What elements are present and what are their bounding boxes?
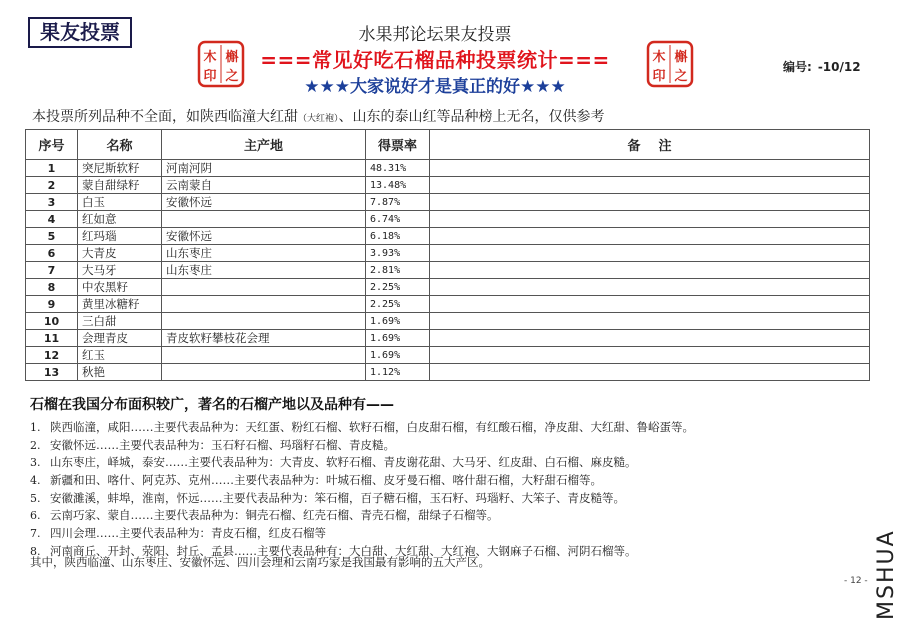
cell-vote-rate: 2.25% (366, 279, 430, 296)
list-item-text: 新疆和田、喀什、阿克苏、克州……主要代表品种为：叶城石榴、皮牙曼石榴、喀什甜石榴，大籽甜石榴等。 (50, 473, 602, 488)
header-number: 序号 (26, 130, 78, 160)
cell-name: 秋艳 (78, 364, 162, 381)
cell-origin (162, 211, 366, 228)
svg-text:木: 木 (652, 50, 666, 65)
cell-origin: 山东枣庄 (162, 245, 366, 262)
vote-results-table (25, 129, 870, 381)
list-item (30, 525, 694, 543)
list-item-index: 6. (30, 509, 41, 523)
svg-text:木: 木 (203, 50, 217, 65)
cell-number: 5 (26, 228, 78, 245)
cell-name: 大马牙 (78, 262, 162, 279)
regions-summary: 其中，陕西临潼、山东枣庄、安徽怀远、四川会理和云南巧家是我国最有影响的五大产区。 (30, 555, 490, 569)
cell-origin (162, 347, 366, 364)
logo-badge: 果友投票 (28, 17, 132, 48)
slogan: ★★★大家说好才是真正的好★★★ (304, 77, 566, 97)
list-item (30, 472, 694, 490)
table-row (26, 296, 870, 313)
table-row (26, 245, 870, 262)
table-row (26, 160, 870, 177)
table-row (26, 211, 870, 228)
header-origin: 主产地 (162, 130, 366, 160)
intro-small-note: （大红袍） (298, 114, 339, 124)
cell-number: 1 (26, 160, 78, 177)
svg-text:印: 印 (203, 69, 217, 84)
cell-name: 中农黑籽 (78, 279, 162, 296)
cell-name: 黄里冰糖籽 (78, 296, 162, 313)
cell-number: 10 (26, 313, 78, 330)
list-item-index: 2. (30, 438, 41, 452)
list-item-index: 4. (30, 474, 41, 488)
table-row (26, 347, 870, 364)
cell-vote-rate: 2.81% (366, 262, 430, 279)
cell-vote-rate: 1.12% (366, 364, 430, 381)
list-item (30, 507, 694, 525)
cell-vote-rate: 7.87% (366, 194, 430, 211)
list-item-text: 四川会理……主要代表品种为：青皮石榴，红皮石榴等 (50, 526, 326, 541)
list-item-text: 河南商丘、开封、荥阳、封丘、孟县……主要代表品种有：大白甜、大红甜、大红袍、大钢麻子石榴、河阴石榴等。 (50, 543, 637, 558)
regions-title: 石榴在我国分布面积较广，著名的石榴产地以及品种有—— (30, 397, 394, 413)
cell-notes (430, 194, 870, 211)
list-item-index: 8. (30, 544, 41, 558)
cell-notes (430, 177, 870, 194)
table-row (26, 194, 870, 211)
table-row (26, 177, 870, 194)
header-name: 名称 (78, 130, 162, 160)
cell-name: 红玛瑙 (78, 228, 162, 245)
cell-number: 8 (26, 279, 78, 296)
svg-text:槲: 槲 (225, 50, 239, 65)
cell-vote-rate: 2.25% (366, 296, 430, 313)
intro-text-before: 本投票所列品种不全面，如陕西临潼大红甜 (32, 109, 298, 125)
cell-name: 白玉 (78, 194, 162, 211)
regions-list (30, 419, 694, 561)
list-item-text: 安徽怀远……主要代表品种为：玉石籽石榴、玛瑙籽石榴、青皮糙。 (50, 437, 395, 452)
cell-notes (430, 245, 870, 262)
cell-number: 11 (26, 330, 78, 347)
header-vote-rate: 得票率 (366, 130, 430, 160)
cell-vote-rate: 1.69% (366, 313, 430, 330)
cell-origin: 河南河阴 (162, 160, 366, 177)
list-item-text: 陕西临潼，咸阳……主要代表品种为：天红蛋、粉红石榴、软籽石榴，白皮甜石榴，有红酸石榴，净皮甜、大红甜、鲁峪蛋等。 (50, 420, 694, 434)
cell-notes (430, 279, 870, 296)
cell-number: 9 (26, 296, 78, 313)
cell-origin (162, 364, 366, 381)
cell-notes (430, 313, 870, 330)
cell-name: 蒙自甜绿籽 (78, 177, 162, 194)
list-item-text: 山东枣庄，峄城，泰安……主要代表品种为：大青皮、软籽石榴、青皮谢花甜、大马牙、红皮甜、白石榴、麻皮糙。 (50, 455, 637, 470)
cell-name: 三白甜 (78, 313, 162, 330)
cell-vote-rate: 6.18% (366, 228, 430, 245)
cell-origin: 安徽怀远 (162, 194, 366, 211)
cell-number: 6 (26, 245, 78, 262)
list-item-text: 安徽濉溪，蚌埠，淮南，怀远……主要代表品种为：笨石榴，百子糖石榴，玉石籽、玛瑙籽、大笨子、青皮糙等。 (50, 490, 625, 505)
cell-vote-rate: 1.69% (366, 347, 430, 364)
table-header-row (26, 130, 870, 160)
cell-vote-rate: 3.93% (366, 245, 430, 262)
cell-origin (162, 279, 366, 296)
page-number: - 12 - (844, 576, 868, 586)
document-number-label: 编号: (783, 60, 812, 74)
cell-origin: 安徽怀远 (162, 228, 366, 245)
list-item-index: 5. (30, 491, 41, 505)
table-row (26, 364, 870, 381)
cell-vote-rate: 13.48% (366, 177, 430, 194)
cell-name: 红如意 (78, 211, 162, 228)
cell-number: 7 (26, 262, 78, 279)
cell-vote-rate: 6.74% (366, 211, 430, 228)
list-item (30, 437, 694, 455)
svg-text:之: 之 (225, 69, 239, 84)
header-notes: 备 注 (430, 130, 870, 160)
svg-text:之: 之 (674, 69, 688, 84)
table-row (26, 313, 870, 330)
table-row (26, 330, 870, 347)
watermark: MSHUA (874, 529, 899, 620)
list-item-index: 7. (30, 527, 41, 541)
svg-text:槲: 槲 (674, 50, 688, 65)
forum-title: 水果邦论坛果友投票 (358, 25, 512, 45)
list-item (30, 454, 694, 472)
intro-note (32, 106, 605, 126)
cell-notes (430, 211, 870, 228)
list-item (30, 490, 694, 508)
cell-number: 4 (26, 211, 78, 228)
cell-notes (430, 330, 870, 347)
cell-number: 12 (26, 347, 78, 364)
list-item (30, 419, 694, 437)
cell-origin (162, 296, 366, 313)
document-number-value: -10/12 (817, 60, 861, 74)
cell-notes (430, 364, 870, 381)
table-row (26, 279, 870, 296)
list-item-index: 1. (30, 421, 41, 434)
cell-name: 大青皮 (78, 245, 162, 262)
cell-notes (430, 347, 870, 364)
cell-vote-rate: 48.31% (366, 160, 430, 177)
document-number (783, 58, 861, 75)
table-row (26, 262, 870, 279)
list-item-index: 3. (30, 456, 41, 470)
cell-name: 会理青皮 (78, 330, 162, 347)
cell-notes (430, 160, 870, 177)
cell-vote-rate: 1.69% (366, 330, 430, 347)
cell-origin (162, 313, 366, 330)
cell-origin: 青皮软籽攀枝花会理 (162, 330, 366, 347)
seal-stamp-right (646, 40, 694, 88)
cell-number: 2 (26, 177, 78, 194)
cell-notes (430, 228, 870, 245)
intro-text-after: 、山东的泰山红等品种榜上无名，仅供参考 (338, 109, 605, 125)
cell-name: 突尼斯软籽 (78, 160, 162, 177)
cell-notes (430, 262, 870, 279)
cell-origin: 山东枣庄 (162, 262, 366, 279)
cell-number: 13 (26, 364, 78, 381)
cell-name: 红玉 (78, 347, 162, 364)
cell-number: 3 (26, 194, 78, 211)
cell-notes (430, 296, 870, 313)
list-item-text: 云南巧家、蒙自……主要代表品种为：铜壳石榴、红壳石榴、青壳石榴，甜绿子石榴等。 (50, 508, 499, 523)
table-row (26, 228, 870, 245)
svg-text:印: 印 (652, 69, 666, 84)
main-title: ===常见好吃石榴品种投票统计=== (260, 48, 610, 72)
cell-origin: 云南蒙自 (162, 177, 366, 194)
